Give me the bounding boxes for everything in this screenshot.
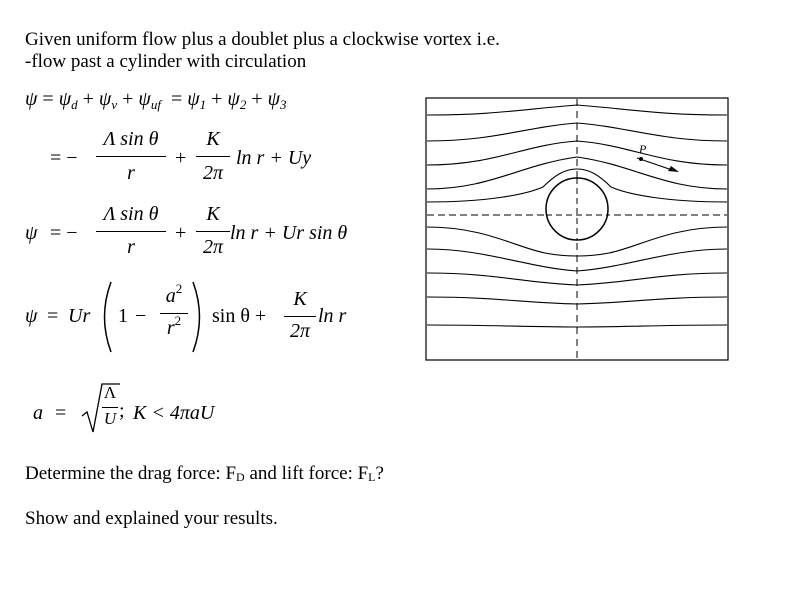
streamlines-lower [427,227,727,327]
streamline-diagram [425,97,729,361]
question-line-2: Show and explained your results. [25,508,278,529]
point-p-label: P [639,142,647,156]
intro-line-1: Given uniform flow plus a doublet plus a clockwise vortex i.e. [25,29,500,50]
left-paren [96,280,114,354]
intro-line-2: -flow past a cylinder with circulation [25,51,307,72]
question-line-1: Determine the drag force: $F_D$ and lift force: $F_L$? [25,463,384,484]
equation-superposition: $\psi = \psi_d + \psi_v + \psi_{uf} = \psi_1 + \psi_2 + \psi_3$ [25,88,287,112]
right-paren [190,280,208,354]
